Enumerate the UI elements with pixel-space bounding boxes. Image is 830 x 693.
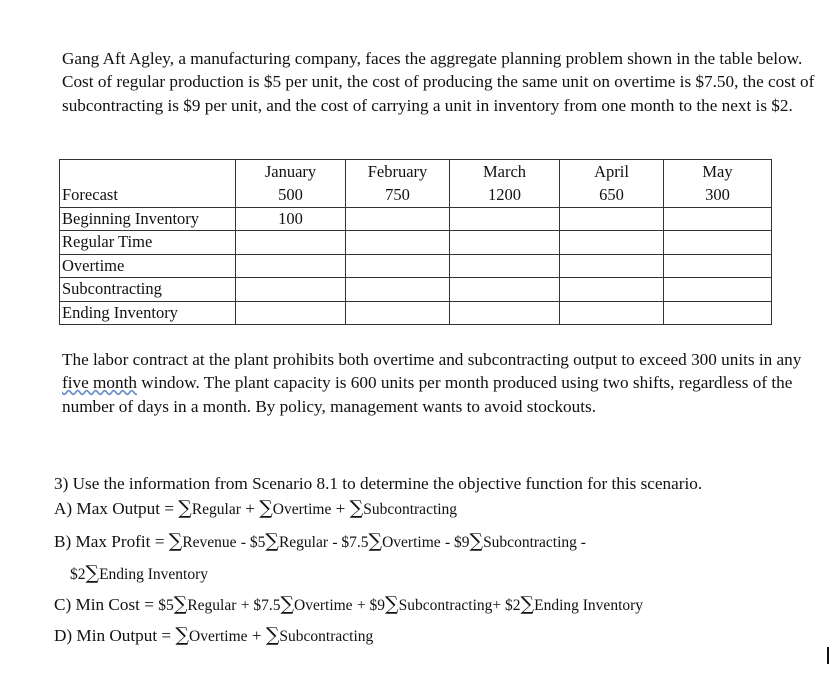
coefficient: $7.5 bbox=[341, 534, 369, 551]
table-cell bbox=[236, 254, 346, 278]
table-row bbox=[60, 301, 772, 325]
table-cell: 100 bbox=[236, 207, 346, 231]
table-corner-cell bbox=[60, 160, 236, 185]
summation-icon: ∑ bbox=[385, 593, 399, 615]
coefficient: $5 bbox=[158, 597, 174, 614]
table-row bbox=[60, 231, 772, 255]
table-cell: 300 bbox=[664, 184, 772, 207]
coefficient: $9 bbox=[369, 597, 385, 614]
table-cell bbox=[664, 254, 772, 278]
labor-contract-paragraph bbox=[62, 348, 818, 418]
table-cell bbox=[560, 301, 664, 325]
option-term: Subcontracting bbox=[398, 597, 493, 614]
table-cell bbox=[346, 254, 450, 278]
summation-icon: ∑ bbox=[173, 593, 188, 615]
summation-icon: ∑ bbox=[469, 530, 484, 552]
month-header: April bbox=[560, 160, 664, 185]
table-cell: 500 bbox=[236, 184, 346, 207]
table-cell: 650 bbox=[560, 184, 664, 207]
table-cell bbox=[236, 231, 346, 255]
table-row bbox=[60, 184, 772, 207]
labor-text-start: The labor contract at the plant prohibits both overtime and subcontracting output to exceed 300 units in any bbox=[62, 350, 802, 369]
table-cell bbox=[560, 254, 664, 278]
table-cell bbox=[664, 278, 772, 302]
underlined-phrase: five month bbox=[62, 373, 137, 393]
aggregate-plan-table bbox=[59, 159, 772, 325]
table-row bbox=[60, 254, 772, 278]
summation-icon: ∑ bbox=[85, 562, 100, 584]
month-header: March bbox=[450, 160, 560, 185]
table-cell bbox=[346, 278, 450, 302]
option-a[interactable]: A) Max Output = ∑Regular + ∑Overtime + ∑Subcontracting bbox=[54, 497, 458, 519]
summation-icon: ∑ bbox=[368, 530, 383, 552]
labor-text-end: window. The plant capacity is 600 units per month produced using two shifts, regardless of the number of days in a month. By policy, management wants to avoid stockouts. bbox=[62, 373, 793, 416]
table-cell bbox=[560, 278, 664, 302]
table-cell bbox=[450, 278, 560, 302]
row-label: Forecast bbox=[60, 184, 236, 207]
option-d[interactable]: D) Min Output = ∑Overtime + ∑Subcontracting bbox=[54, 624, 374, 646]
table-cell bbox=[560, 231, 664, 255]
coefficient: $5 bbox=[249, 534, 266, 551]
month-header: January bbox=[236, 160, 346, 185]
table-cell bbox=[346, 207, 450, 231]
month-header: May bbox=[664, 160, 772, 185]
row-label: Subcontracting bbox=[60, 278, 236, 302]
option-c[interactable]: C) Min Cost = $5∑Regular + $7.5∑Overtime + $9∑Subcontracting+ $2∑Ending Inventory bbox=[54, 593, 644, 615]
table-row bbox=[60, 207, 772, 231]
table-cell bbox=[346, 231, 450, 255]
table-cell bbox=[450, 254, 560, 278]
table-cell bbox=[346, 301, 450, 325]
summation-icon: ∑ bbox=[349, 497, 364, 519]
option-b-prefix: B) Max Profit = bbox=[54, 532, 165, 551]
table-cell bbox=[236, 278, 346, 302]
option-term: Subcontracting bbox=[363, 501, 458, 518]
option-c-prefix: C) Min Cost = bbox=[54, 595, 154, 614]
option-b-continued bbox=[70, 562, 208, 584]
table-cell bbox=[664, 301, 772, 325]
option-term: Overtime bbox=[382, 534, 441, 551]
table-cell bbox=[664, 231, 772, 255]
month-header: February bbox=[346, 160, 450, 185]
table-cell bbox=[664, 207, 772, 231]
summation-icon: ∑ bbox=[280, 593, 295, 615]
table-cell: 1200 bbox=[450, 184, 560, 207]
option-d-prefix: D) Min Output = bbox=[54, 626, 172, 645]
option-b[interactable]: B) Max Profit = ∑Revenue - $5∑Regular - $7.5∑Overtime - $9∑Subcontracting - bbox=[54, 530, 586, 552]
summation-icon: ∑ bbox=[168, 530, 183, 552]
coefficient: $2 bbox=[505, 597, 521, 614]
option-a-prefix: A) Max Output = bbox=[54, 499, 174, 518]
summation-icon: ∑ bbox=[520, 593, 535, 615]
option-term: Regular bbox=[187, 597, 237, 614]
question-stem: 3) Use the information from Scenario 8.1 to determine the objective function for this scenario. bbox=[54, 474, 703, 493]
row-label: Overtime bbox=[60, 254, 236, 278]
summation-icon: ∑ bbox=[178, 497, 192, 519]
text-cursor bbox=[827, 647, 829, 664]
table-cell bbox=[450, 301, 560, 325]
summation-icon: ∑ bbox=[175, 624, 189, 646]
summation-icon: ∑ bbox=[265, 624, 280, 646]
option-term: Regular bbox=[191, 501, 241, 518]
table-cell bbox=[236, 301, 346, 325]
summation-icon: ∑ bbox=[259, 497, 273, 519]
coefficient: $2 bbox=[70, 566, 86, 583]
table-cell bbox=[450, 207, 560, 231]
option-term: Ending Inventory bbox=[534, 597, 644, 614]
row-label: Regular Time bbox=[60, 231, 236, 255]
coefficient: $7.5 bbox=[253, 597, 281, 614]
option-term: Overtime bbox=[272, 501, 332, 518]
option-term: Overtime bbox=[294, 597, 353, 614]
option-term: Subcontracting bbox=[279, 628, 374, 645]
option-term: Regular bbox=[278, 534, 329, 551]
table-header-row bbox=[60, 160, 772, 185]
row-label: Ending Inventory bbox=[60, 301, 236, 325]
option-term: Overtime bbox=[189, 628, 248, 645]
table-cell bbox=[450, 231, 560, 255]
table-row bbox=[60, 278, 772, 302]
table-cell bbox=[560, 207, 664, 231]
option-term: Revenue bbox=[182, 534, 237, 551]
row-label: Beginning Inventory bbox=[60, 207, 236, 231]
option-term: Subcontracting bbox=[483, 534, 577, 551]
coefficient: $9 bbox=[453, 534, 470, 551]
summation-icon: ∑ bbox=[265, 530, 279, 552]
table-cell: 750 bbox=[346, 184, 450, 207]
option-term: Ending Inventory bbox=[99, 566, 208, 583]
scenario-intro-paragraph: Gang Aft Agley, a manufacturing company, faces the aggregate planning problem shown in the table below. Cost of regular production is $5 per unit, the cost of producing the same unit on overtime is $7.50, the cost of subcontracting is $9 per unit, and the cost of carrying a unit in inventory from one month to the next is $2. bbox=[62, 49, 815, 115]
